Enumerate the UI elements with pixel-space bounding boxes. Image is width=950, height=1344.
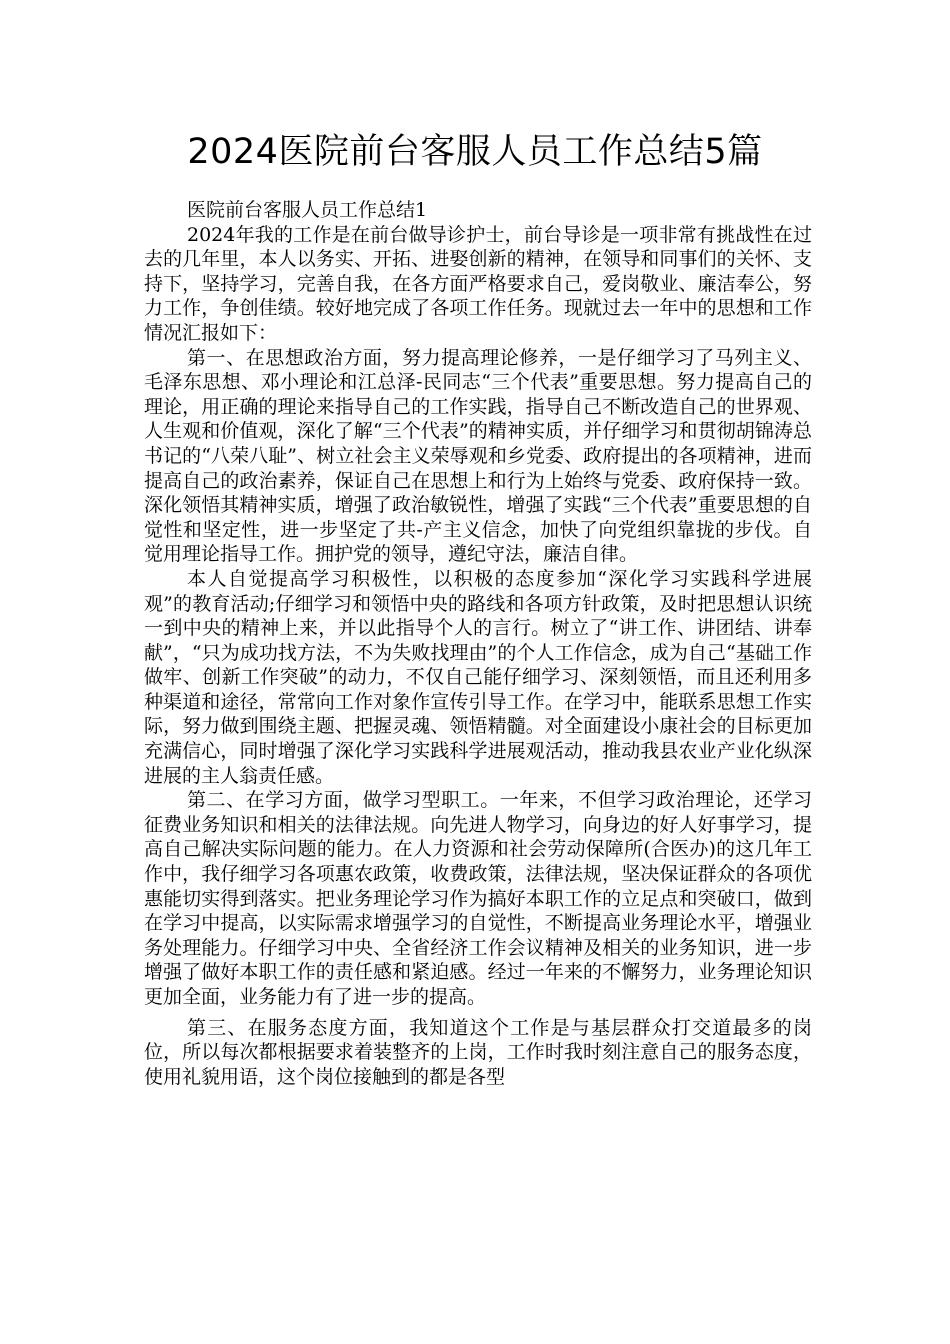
document-body	[144, 198, 812, 1089]
paragraph-service-attitude: 第三、在服务态度方面，我知道这个工作是与基层群众打交道最多的岗位，所以每次都根据要求着装整齐的上岗，工作时我时刻注意自己的服务态度，使用礼貌用语，这个岗位接触到的都是各型	[144, 1016, 812, 1088]
paragraph-political: 第一、在思想政治方面，努力提高理论修养，一是仔细学习了马列主义、毛泽东思想、邓小理论和江总泽-民同志“三个代表”重要思想。努力提高自己的理论，用正确的理论来指导自己的工作实践，指导自己不断改造自己的世界观、人生观和价值观，深化了解“三个代表”的精神实质，并仔细学习和贯彻胡锦涛总书记的“八荣八耻”、树立社会主义荣辱观和乡党委、政府提出的各项精神，进而提高自己的政治素养，保证自己在思想上和行为上始终与党委、政府保持一致。深化领悟其精神实质，增强了政治敏锐性，增强了实践“三个代表”重要思想的自觉性和坚定性，进一步坚定了共-产主义信念，加快了向党组织靠拢的步伐。自觉用理论指导工作。拥护党的领导，遵纪守法，廉洁自律。	[144, 346, 812, 566]
paragraph-learning: 第二、在学习方面，做学习型职工。一年来，不但学习政治理论，还学习征费业务知识和相关的法律法规。向先进人物学习，向身边的好人好事学习，提高自己解决实际问题的能力。在人力资源和社会劳动保障所(合医办)的这几年工作中，我仔细学习各项惠农政策，收费政策，法律法规，坚决保证群众的各项优惠能切实得到落实。把业务理论学习作为搞好本职工作的立足点和突破口，做到在学习中提高，以实际需求增强学习的自觉性，不断提高业务理论水平，增强业务处理能力。仔细学习中央、全省经济工作会议精神及相关的业务知识，进一步增强了做好本职工作的责任感和紧迫感。经过一年来的不懈努力，业务理论知识更加全面，业务能力有了进一步的提高。	[144, 789, 812, 1008]
paragraph-study-activity: 本人自觉提高学习积极性，以积极的态度参加“深化学习实践科学进展观”的教育活动;仔细学习和领悟中央的路线和各项方针政策，及时把思想认识统一到中央的精神上来，并以此指导个人的言行。树立了“讲工作、讲团结、讲奉献”，“只为成功找方法，不为失败找理由”的个人工作信念，成为自己“基础工作做牢、创新工作突破”的动力，不仅自己能仔细学习、深刻领悟，而且还利用多种渠道和途径，常常向工作对象作宣传引导工作。在学习中，能联系思想工作实际，努力做到围绕主题、把握灵魂、领悟精髓。对全面建设小康社会的目标更加充满信心，同时增强了深化学习实践科学进展观活动，推动我县农业产业化纵深进展的主人翁责任感。	[144, 567, 812, 787]
section-heading: 医院前台客服人员工作总结1	[187, 199, 428, 221]
document-title: 2024医院前台客服人员工作总结5篇	[187, 132, 763, 172]
paragraph-intro: 2024年我的工作是在前台做导诊护士，前台导诊是一项非常有挑战性在过去的几年里，本人以务实、开拓、进娶创新的精神，在领导和同事们的关怀、支持下，坚持学习，完善自我，在各方面严格要求自己，爱岗敬业、廉洁奉公，努力工作，争创佳绩。较好地完成了各项工作任务。现就过去一年中的思想和工作情况汇报如下：	[144, 223, 812, 344]
